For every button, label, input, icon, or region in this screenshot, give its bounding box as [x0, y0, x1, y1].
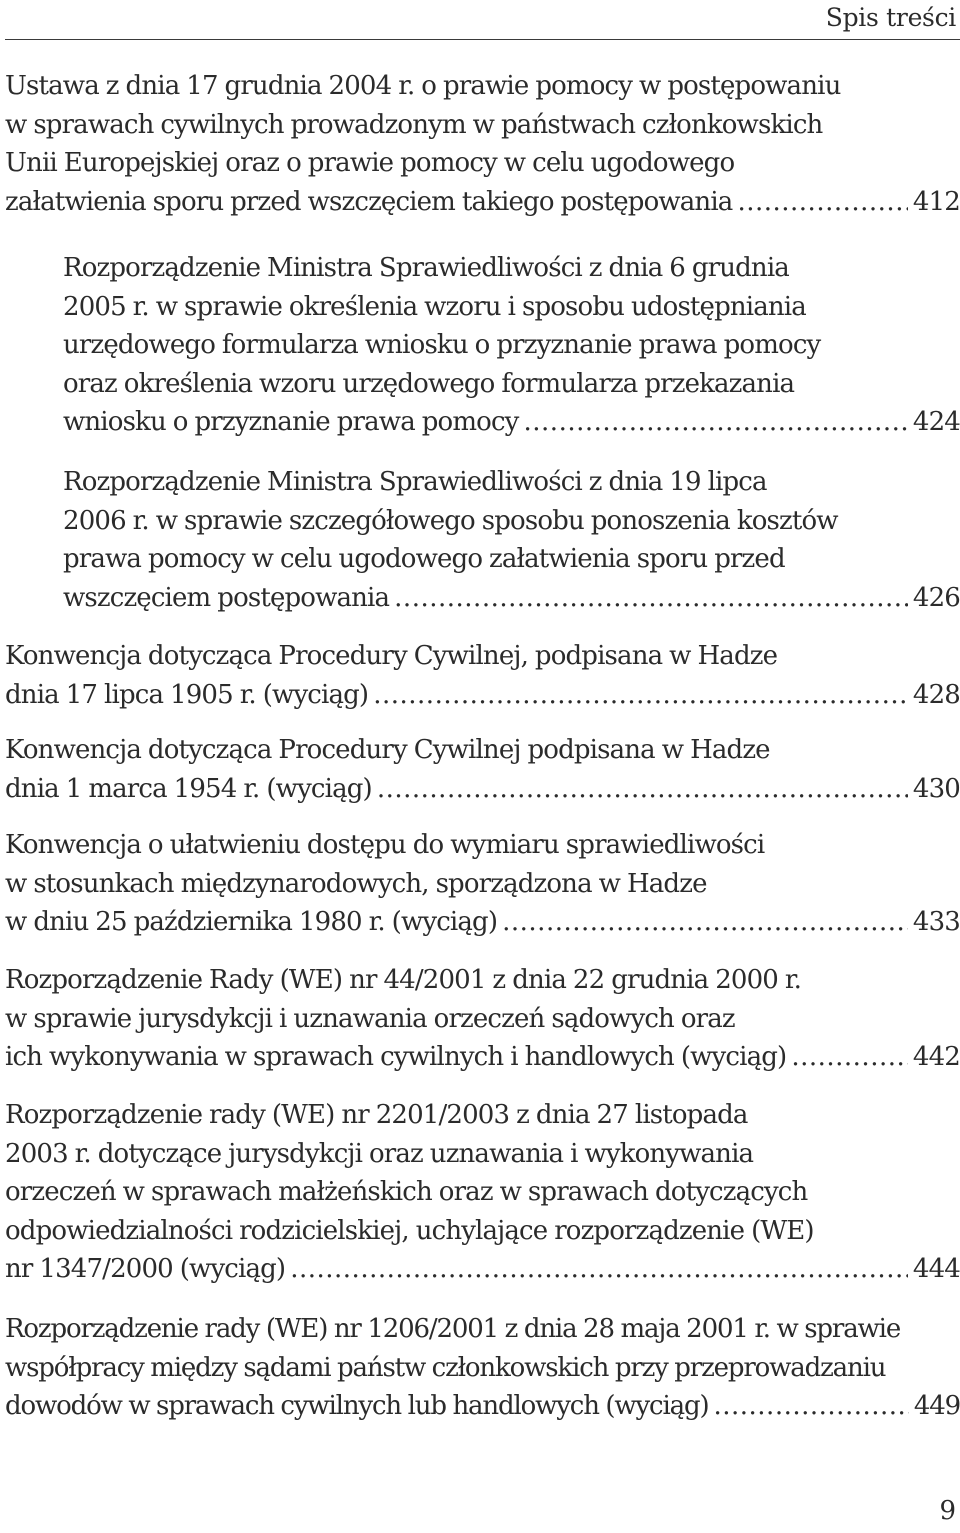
toc-entry-line: urzędowego formularza wniosku o przyznanie prawa pomocy — [63, 330, 821, 360]
toc-entry-last-line — [5, 770, 960, 809]
toc-entry-line: w sprawie jurysdykcji i uznawania orzeczeń sądowych oraz — [5, 1003, 735, 1034]
toc-entry-line: Konwencja dotycząca Procedury Cywilnej, podpisana w Hadze — [5, 641, 778, 671]
toc-entry-line: wszczęciem postępowania — [63, 582, 390, 613]
toc-page-number: 426 — [912, 582, 960, 613]
toc-entry-line: odpowiedzialności rodzicielskiej, uchylające rozporządzenie (WE) — [5, 1215, 814, 1246]
toc-page-number: 442 — [912, 1042, 960, 1072]
toc-entry — [5, 731, 960, 808]
toc-entry-line: Rozporządzenie Rady (WE) nr 44/2001 z dnia 22 grudnia 2000 r. — [5, 965, 802, 995]
toc-entry-line: 2006 r. w sprawie szczegółowego sposobu ponoszenia kosztów — [63, 505, 838, 536]
toc-entry — [5, 826, 960, 942]
toc-entry-line: Ustawa z dnia 17 grudnia 2004 r. o prawie pomocy w postępowaniu — [5, 71, 841, 101]
toc-entry-last-line — [5, 1250, 960, 1289]
toc-entry — [63, 249, 960, 442]
toc-entry-line: nr 1347/2000 (wyciąg) — [5, 1254, 286, 1284]
toc-entry-last-line — [63, 403, 960, 442]
toc-entry-line: 2005 r. w sprawie określenia wzoru i sposobu udostępniania — [63, 291, 806, 322]
toc-entry-line: Unii Europejskiej oraz o prawie pomocy w celu ugodowego — [5, 148, 735, 178]
toc-page-number: 433 — [912, 907, 960, 937]
page-number: 9 — [939, 1496, 956, 1526]
toc-entry-last-line — [5, 183, 960, 222]
toc-entry-line: dnia 17 lipca 1905 r. (wyciąg) — [5, 679, 369, 710]
toc-entry-line: Rozporządzenie Ministra Sprawiedliwości z dnia 19 lipca — [63, 467, 767, 497]
toc-page-number: 424 — [912, 407, 960, 437]
toc-page-number: 412 — [912, 186, 960, 217]
toc-entry-line: Konwencja dotycząca Procedury Cywilnej podpisana w Hadze — [5, 735, 770, 765]
toc-page-number: 430 — [912, 773, 960, 804]
dot-leader — [290, 1250, 908, 1289]
dot-leader — [737, 183, 907, 222]
toc-entry — [5, 67, 960, 221]
toc-entry-line: Konwencja o ułatwieniu dostępu do wymiaru sprawiedliwości — [5, 830, 765, 860]
dot-leader — [502, 903, 908, 942]
toc-entry-line: Rozporządzenie rady (WE) nr 1206/2001 z dnia 28 maja 2001 r. w sprawie — [5, 1314, 901, 1344]
toc-entry — [5, 637, 960, 714]
toc-entry-line: w stosunkach międzynarodowych, sporządzona w Hadze — [5, 868, 707, 899]
toc-entry-line: w sprawach cywilnych prowadzonym w państwach członkowskich — [5, 109, 823, 140]
toc-entry-line: załatwienia sporu przed wszczęciem takiego postępowania — [5, 186, 733, 217]
toc-entry-line: współpracy między sądami państw członkowskich przy przeprowadzaniu — [5, 1352, 886, 1383]
toc-entry-line: 2003 r. dotyczące jurysdykcji oraz uznawania i wykonywania — [5, 1138, 754, 1169]
toc-entry-line: ich wykonywania w sprawach cywilnych i handlowych (wyciąg) — [5, 1042, 787, 1072]
toc-entry — [5, 961, 960, 1077]
toc-entry-last-line — [5, 1387, 960, 1426]
dot-leader — [377, 770, 908, 809]
toc-entry-line: oraz określenia wzoru urzędowego formularza przekazania — [63, 368, 795, 399]
dot-leader — [373, 676, 908, 715]
toc-entry-line: prawa pomocy w celu ugodowego załatwienia sporu przed — [63, 544, 785, 574]
toc-page-number: 444 — [912, 1254, 960, 1284]
running-header-title: Spis treści — [825, 3, 956, 32]
toc-page-number: 449 — [913, 1391, 960, 1421]
toc-entry-line: dnia 1 marca 1954 r. (wyciąg) — [5, 773, 372, 804]
toc-entry-last-line — [5, 676, 960, 715]
toc-entry-line: wniosku o przyznanie prawa pomocy — [63, 407, 519, 437]
header-rule — [5, 39, 960, 40]
dot-leader — [524, 403, 908, 442]
toc-entry-last-line — [5, 903, 960, 942]
toc-entry — [5, 1310, 960, 1426]
toc-entry-last-line — [63, 579, 960, 618]
toc-entry — [63, 463, 960, 617]
toc-entry-line: dowodów w sprawach cywilnych lub handlowych (wyciąg) — [5, 1391, 709, 1421]
dot-leader — [791, 1038, 908, 1077]
toc-entry-last-line — [5, 1038, 960, 1077]
toc-entry-line: Rozporządzenie Ministra Sprawiedliwości z dnia 6 grudnia — [63, 253, 789, 283]
toc-entry-line: Rozporządzenie rady (WE) nr 2201/2003 z dnia 27 listopada — [5, 1100, 748, 1130]
dot-leader — [713, 1387, 908, 1426]
toc-entry — [5, 1096, 960, 1289]
toc-page-number: 428 — [912, 679, 960, 710]
dot-leader — [394, 579, 908, 618]
toc-entry-line: orzeczeń w sprawach małżeńskich oraz w sprawach dotyczących — [5, 1177, 808, 1207]
toc-entry-line: w dniu 25 października 1980 r. (wyciąg) — [5, 907, 498, 937]
